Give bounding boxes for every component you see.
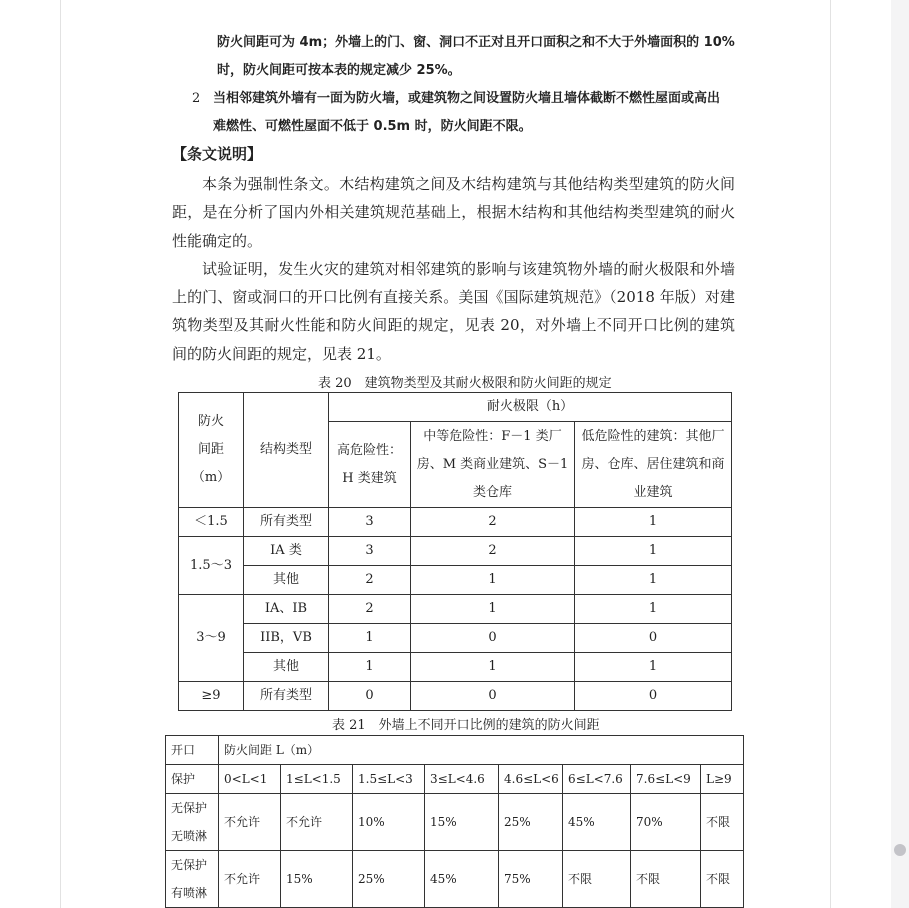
value-cell: 25%	[499, 794, 563, 851]
header-structure: 结构类型	[244, 393, 329, 508]
clause-line-2: 时，防火间距可按本表的规定减少 25%。	[217, 63, 461, 78]
value-cell: 0	[411, 624, 575, 653]
value-cell: 2	[329, 595, 411, 624]
distance-cell: ≥9	[179, 682, 244, 711]
header-range-col: L≥9	[701, 765, 744, 794]
table21-header-row	[166, 736, 744, 765]
explanation-paragraph: 试验证明，发生火灾的建筑对相邻建筑的影响与该建筑物外墙的耐火极限和外墙上的门、窗或洞口的开口比例有直接关系。美国《国际建筑规范》（2018 年版）对建筑物类型及其耐火性能和防火间距的规定，见表 20，对外墙上不同开口比例的建筑间的防火间距的规定，见表 21。	[172, 259, 735, 363]
value-cell: 3	[329, 537, 411, 566]
value-cell: 0	[575, 682, 732, 711]
table21-caption: 表 21 外墙上不同开口比例的建筑的防火间距	[332, 718, 600, 733]
value-cell: 15%	[281, 851, 353, 908]
value-cell: 1	[575, 537, 732, 566]
header-protection: 保护	[166, 765, 219, 794]
table21	[165, 735, 744, 908]
header-opening: 开口	[166, 736, 219, 765]
value-cell: 不限	[631, 851, 701, 908]
page-right-edge	[830, 0, 831, 908]
header-range-col: 1.5≤L<3	[353, 765, 425, 794]
value-cell: 1	[329, 653, 411, 682]
page-left-edge	[60, 0, 61, 908]
value-cell: 不允许	[219, 794, 281, 851]
structure-type-cell: 其他	[244, 566, 329, 595]
distance-cell: ＜1.5	[179, 508, 244, 537]
scrollbar-track[interactable]	[891, 0, 909, 908]
value-cell: 1	[411, 566, 575, 595]
table-row	[179, 595, 732, 624]
scrollbar-thumb[interactable]	[894, 844, 906, 856]
structure-type-cell: IA 类	[244, 537, 329, 566]
clause-line-3: 当相邻建筑外墙有一面为防火墙，或建筑物之间设置防火墙且墙体截断不燃性屋面或高出	[213, 91, 721, 106]
header-hazard-col: 低危险性的建筑：其他厂 房、仓库、居住建筑和商 业建筑	[575, 422, 732, 508]
value-cell: 1	[575, 653, 732, 682]
value-cell: 2	[411, 508, 575, 537]
structure-type-cell: 其他	[244, 653, 329, 682]
header-range-col: 1≤L<1.5	[281, 765, 353, 794]
value-cell: 不限	[701, 851, 744, 908]
clause-line-4: 难燃性、可燃性屋面不低于 0.5m 时，防火间距不限。	[213, 119, 532, 134]
table20	[178, 392, 732, 711]
protection-label-cell: 无保护 无喷淋	[166, 794, 219, 851]
table-row	[166, 851, 744, 908]
value-cell: 0	[575, 624, 732, 653]
table21-header-row	[166, 765, 744, 794]
explanation-paragraph: 本条为强制性条文。木结构建筑之间及木结构建筑与其他结构类型建筑的防火间距，是在分析了国内外相关建筑规范基础上，根据木结构和其他结构类型建筑的耐火性能确定的。	[172, 175, 735, 250]
header-range-col: 6≤L<7.6	[563, 765, 631, 794]
header-distance: 防火 间距 （m）	[179, 393, 244, 508]
table-row	[179, 537, 732, 566]
value-cell: 1	[575, 508, 732, 537]
table-row	[179, 682, 732, 711]
explanation-body	[172, 170, 735, 368]
distance-cell: 1.5～3	[179, 537, 244, 595]
explanation-heading: 【条文说明】	[172, 145, 263, 163]
value-cell: 不限	[563, 851, 631, 908]
value-cell: 3	[329, 508, 411, 537]
header-hazard-col: 高危险性： H 类建筑	[329, 422, 411, 508]
value-cell: 75%	[499, 851, 563, 908]
header-fire-resistance: 耐火极限（h）	[329, 393, 732, 422]
header-range-col: 7.6≤L<9	[631, 765, 701, 794]
structure-type-cell: IA、IB	[244, 595, 329, 624]
table-row	[179, 566, 732, 595]
header-range-col: 3≤L<4.6	[425, 765, 499, 794]
value-cell: 25%	[353, 851, 425, 908]
value-cell: 1	[411, 653, 575, 682]
structure-type-cell: IIB，VB	[244, 624, 329, 653]
distance-cell: 3～9	[179, 595, 244, 682]
clause-line-1: 防火间距可为 4m；外墙上的门、窗、洞口不正对且开口面积之和不大于外墙面积的 10%	[217, 35, 735, 50]
value-cell: 不限	[701, 794, 744, 851]
value-cell: 1	[575, 566, 732, 595]
value-cell: 2	[411, 537, 575, 566]
value-cell: 15%	[425, 794, 499, 851]
header-range-col: 4.6≤L<6	[499, 765, 563, 794]
table-row	[179, 653, 732, 682]
value-cell: 70%	[631, 794, 701, 851]
protection-label-cell: 无保护 有喷淋	[166, 851, 219, 908]
clause-item-number: 2	[192, 91, 201, 106]
table20-caption: 表 20 建筑物类型及其耐火极限和防火间距的规定	[318, 376, 612, 391]
header-distance-group: 防火间距 L（m）	[219, 736, 744, 765]
structure-type-cell: 所有类型	[244, 682, 329, 711]
value-cell: 1	[329, 624, 411, 653]
table-row	[179, 624, 732, 653]
value-cell: 45%	[425, 851, 499, 908]
value-cell: 不允许	[281, 794, 353, 851]
structure-type-cell: 所有类型	[244, 508, 329, 537]
value-cell: 1	[575, 595, 732, 624]
value-cell: 不允许	[219, 851, 281, 908]
header-range-col: 0<L<1	[219, 765, 281, 794]
table-row	[179, 508, 732, 537]
header-hazard-col: 中等危险性：F－1 类厂 房、M 类商业建筑、S－1 类仓库	[411, 422, 575, 508]
value-cell: 2	[329, 566, 411, 595]
value-cell: 0	[411, 682, 575, 711]
value-cell: 45%	[563, 794, 631, 851]
table-row	[166, 794, 744, 851]
table20-header-row	[179, 393, 732, 422]
value-cell: 0	[329, 682, 411, 711]
value-cell: 1	[411, 595, 575, 624]
value-cell: 10%	[353, 794, 425, 851]
